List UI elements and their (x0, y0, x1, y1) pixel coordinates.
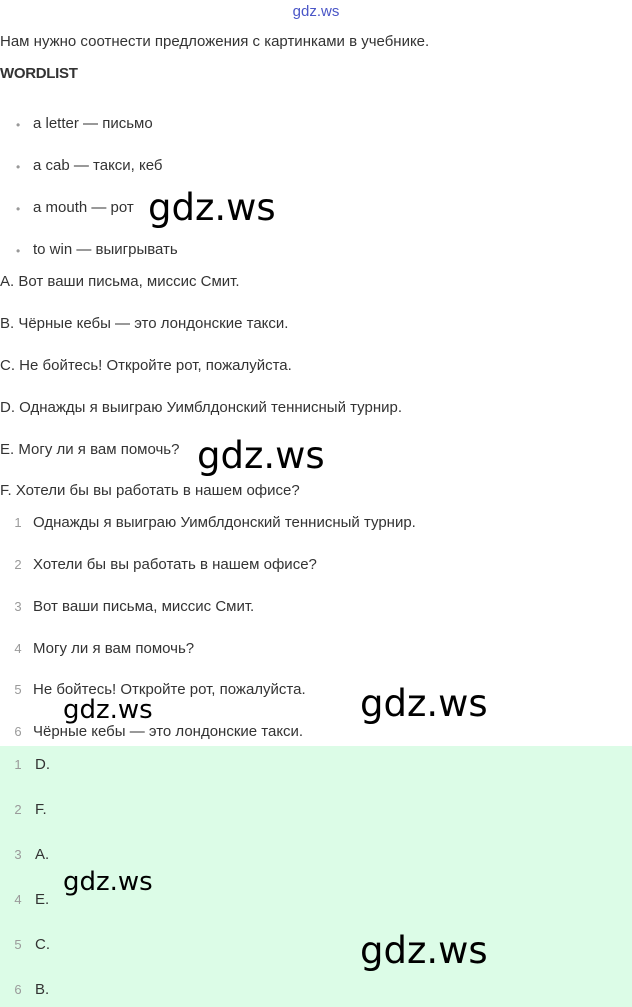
wordlist-item: a mouth — рот (33, 199, 134, 216)
list-number: 6 (14, 724, 22, 739)
list-item: Однажды я выиграю Уимблдонский теннисный турнир. (33, 514, 416, 531)
answer-letter: B. (35, 981, 50, 998)
sentence-f: F. Хотели бы вы работать в нашем офисе? (0, 482, 300, 499)
answer-number: 4 (14, 892, 22, 907)
answer-letter: A. (35, 846, 50, 863)
bullet-icon: • (16, 244, 21, 258)
answer-letter: E. (35, 891, 50, 908)
list-item: Не бойтесь! Откройте рот, пожалуйста. (33, 681, 306, 698)
answer-number: 3 (14, 847, 22, 862)
wordlist-item: a letter — письмо (33, 115, 153, 132)
watermark: gdz.ws (360, 929, 488, 972)
watermark: gdz.ws (360, 682, 488, 725)
watermark: gdz.ws (197, 434, 325, 477)
sentence-c: C. Не бойтесь! Откройте рот, пожалуйста. (0, 357, 292, 374)
bullet-icon: • (16, 118, 21, 132)
answer-letter: D. (35, 756, 50, 773)
list-number: 1 (14, 515, 22, 530)
sentence-e: E. Могу ли я вам помочь? (0, 441, 180, 458)
list-item: Могу ли я вам помочь? (33, 640, 195, 657)
site-link[interactable]: gdz.ws (292, 3, 340, 20)
list-number: 5 (14, 682, 22, 697)
list-item: Вот ваши письма, миссис Смит. (33, 598, 255, 615)
wordlist-item: to win — выигрывать (33, 241, 178, 258)
answer-number: 1 (14, 757, 22, 772)
answer-letter: F. (35, 801, 47, 818)
sentence-a: A. Вот ваши письма, миссис Смит. (0, 273, 240, 290)
answer-letter: C. (35, 936, 50, 953)
list-item: Чёрные кебы — это лондонские такси. (33, 723, 304, 740)
wordlist-heading: WORDLIST (0, 65, 78, 82)
intro-text: Нам нужно соотнести предложения с картинками в учебнике. (0, 33, 430, 50)
list-number: 2 (14, 557, 22, 572)
bullet-icon: • (16, 160, 21, 174)
answer-number: 6 (14, 982, 22, 997)
answer-number: 5 (14, 937, 22, 952)
sentence-d: D. Однажды я выиграю Уимблдонский теннисный турнир. (0, 399, 403, 416)
watermark: gdz.ws (148, 186, 276, 229)
wordlist-item: a cab — такси, кеб (33, 157, 163, 174)
list-number: 3 (14, 599, 22, 614)
list-item: Хотели бы вы работать в нашем офисе? (33, 556, 317, 573)
sentence-b: B. Чёрные кебы — это лондонские такси. (0, 315, 289, 332)
list-number: 4 (14, 641, 22, 656)
answer-number: 2 (14, 802, 22, 817)
watermark: gdz.ws (63, 867, 153, 897)
bullet-icon: • (16, 202, 21, 216)
watermark: gdz.ws (63, 695, 153, 725)
